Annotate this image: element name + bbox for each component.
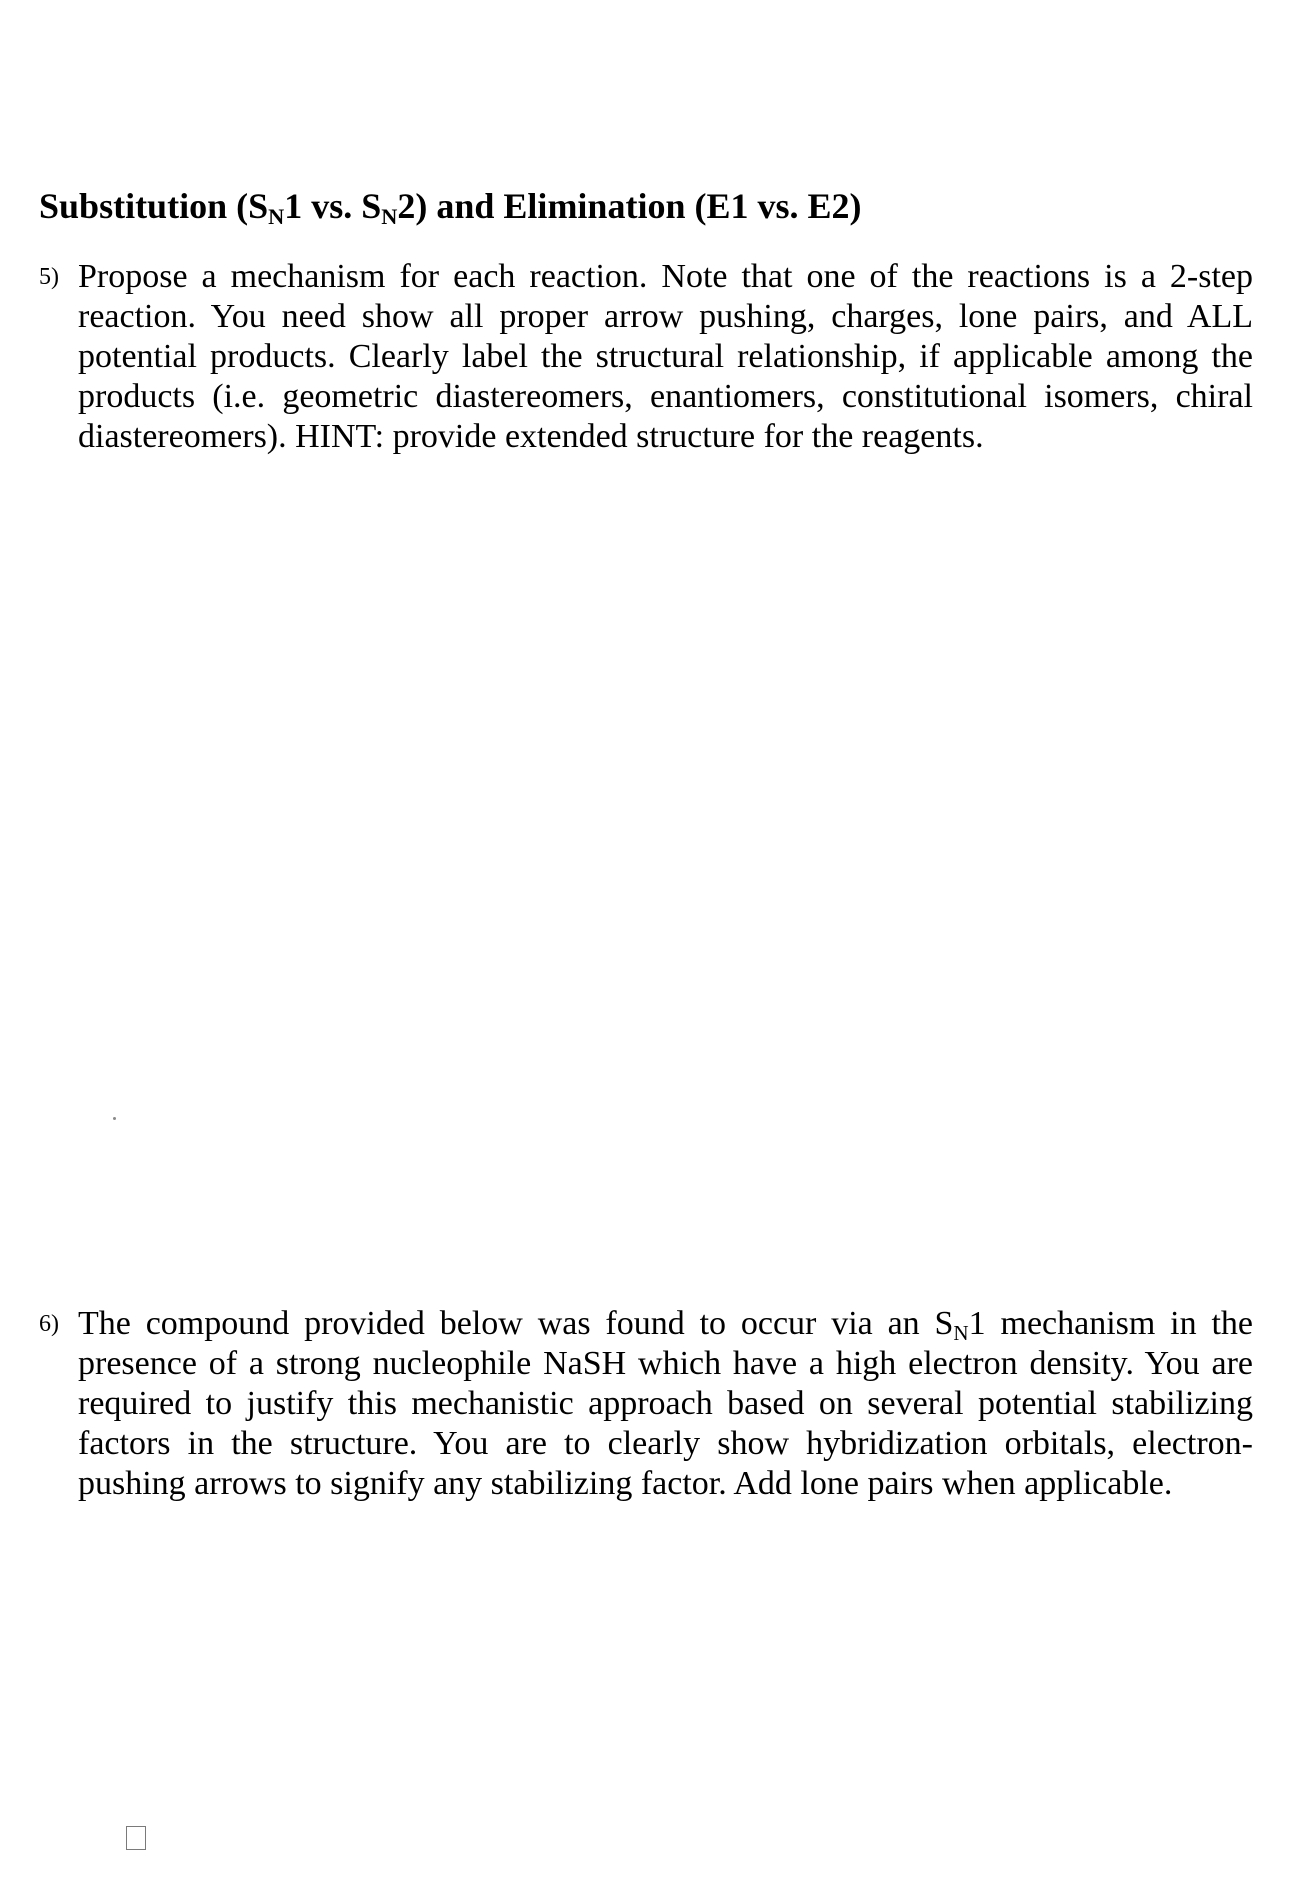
- question-text: Propose a mechanism for each reaction. Note that one of the reactions is a 2-step reaction. You need show all proper arrow pushing, charges, lone pairs, and ALL potential products. Clearly label the structural relationship, if applicable among the products (i.e. geometric diastereomers, enantiomers, constitutional isomers, chiral diastereomers). HINT: provide extended structure for the reagents.: [78, 258, 1253, 455]
- question-number: 6): [39, 1311, 59, 1337]
- placeholder-box: [126, 1826, 146, 1850]
- heading-subscript-2: N: [381, 204, 398, 230]
- heading-text-3: 2) and Elimination (E1 vs. E2): [397, 186, 862, 226]
- section-heading: [39, 184, 861, 228]
- question-text: [78, 1304, 1253, 1504]
- question-number: 5): [39, 264, 59, 290]
- question-text-subscript: N: [953, 1320, 969, 1345]
- question-text-part-1: The compound provided below was found to occur via an S: [78, 1305, 954, 1342]
- heading-subscript-1: N: [268, 204, 285, 230]
- question-5: [39, 257, 1253, 457]
- stray-mark: [113, 1117, 116, 1120]
- heading-text-1: Substitution (S: [39, 186, 269, 226]
- question-6: [39, 1304, 1253, 1504]
- heading-text-2: 1 vs. S: [284, 186, 382, 226]
- question-text-part-2: 1 mechanism in the presence of a strong nucleophile NaSH which have a high electron density. You are required to justify this mechanistic approach based on several potential stabilizing factors in the structure. You are to clearly show hybridization orbitals, electron-pushing arrows to signify any stabilizing factor. Add lone pairs when applicable.: [78, 1305, 1253, 1502]
